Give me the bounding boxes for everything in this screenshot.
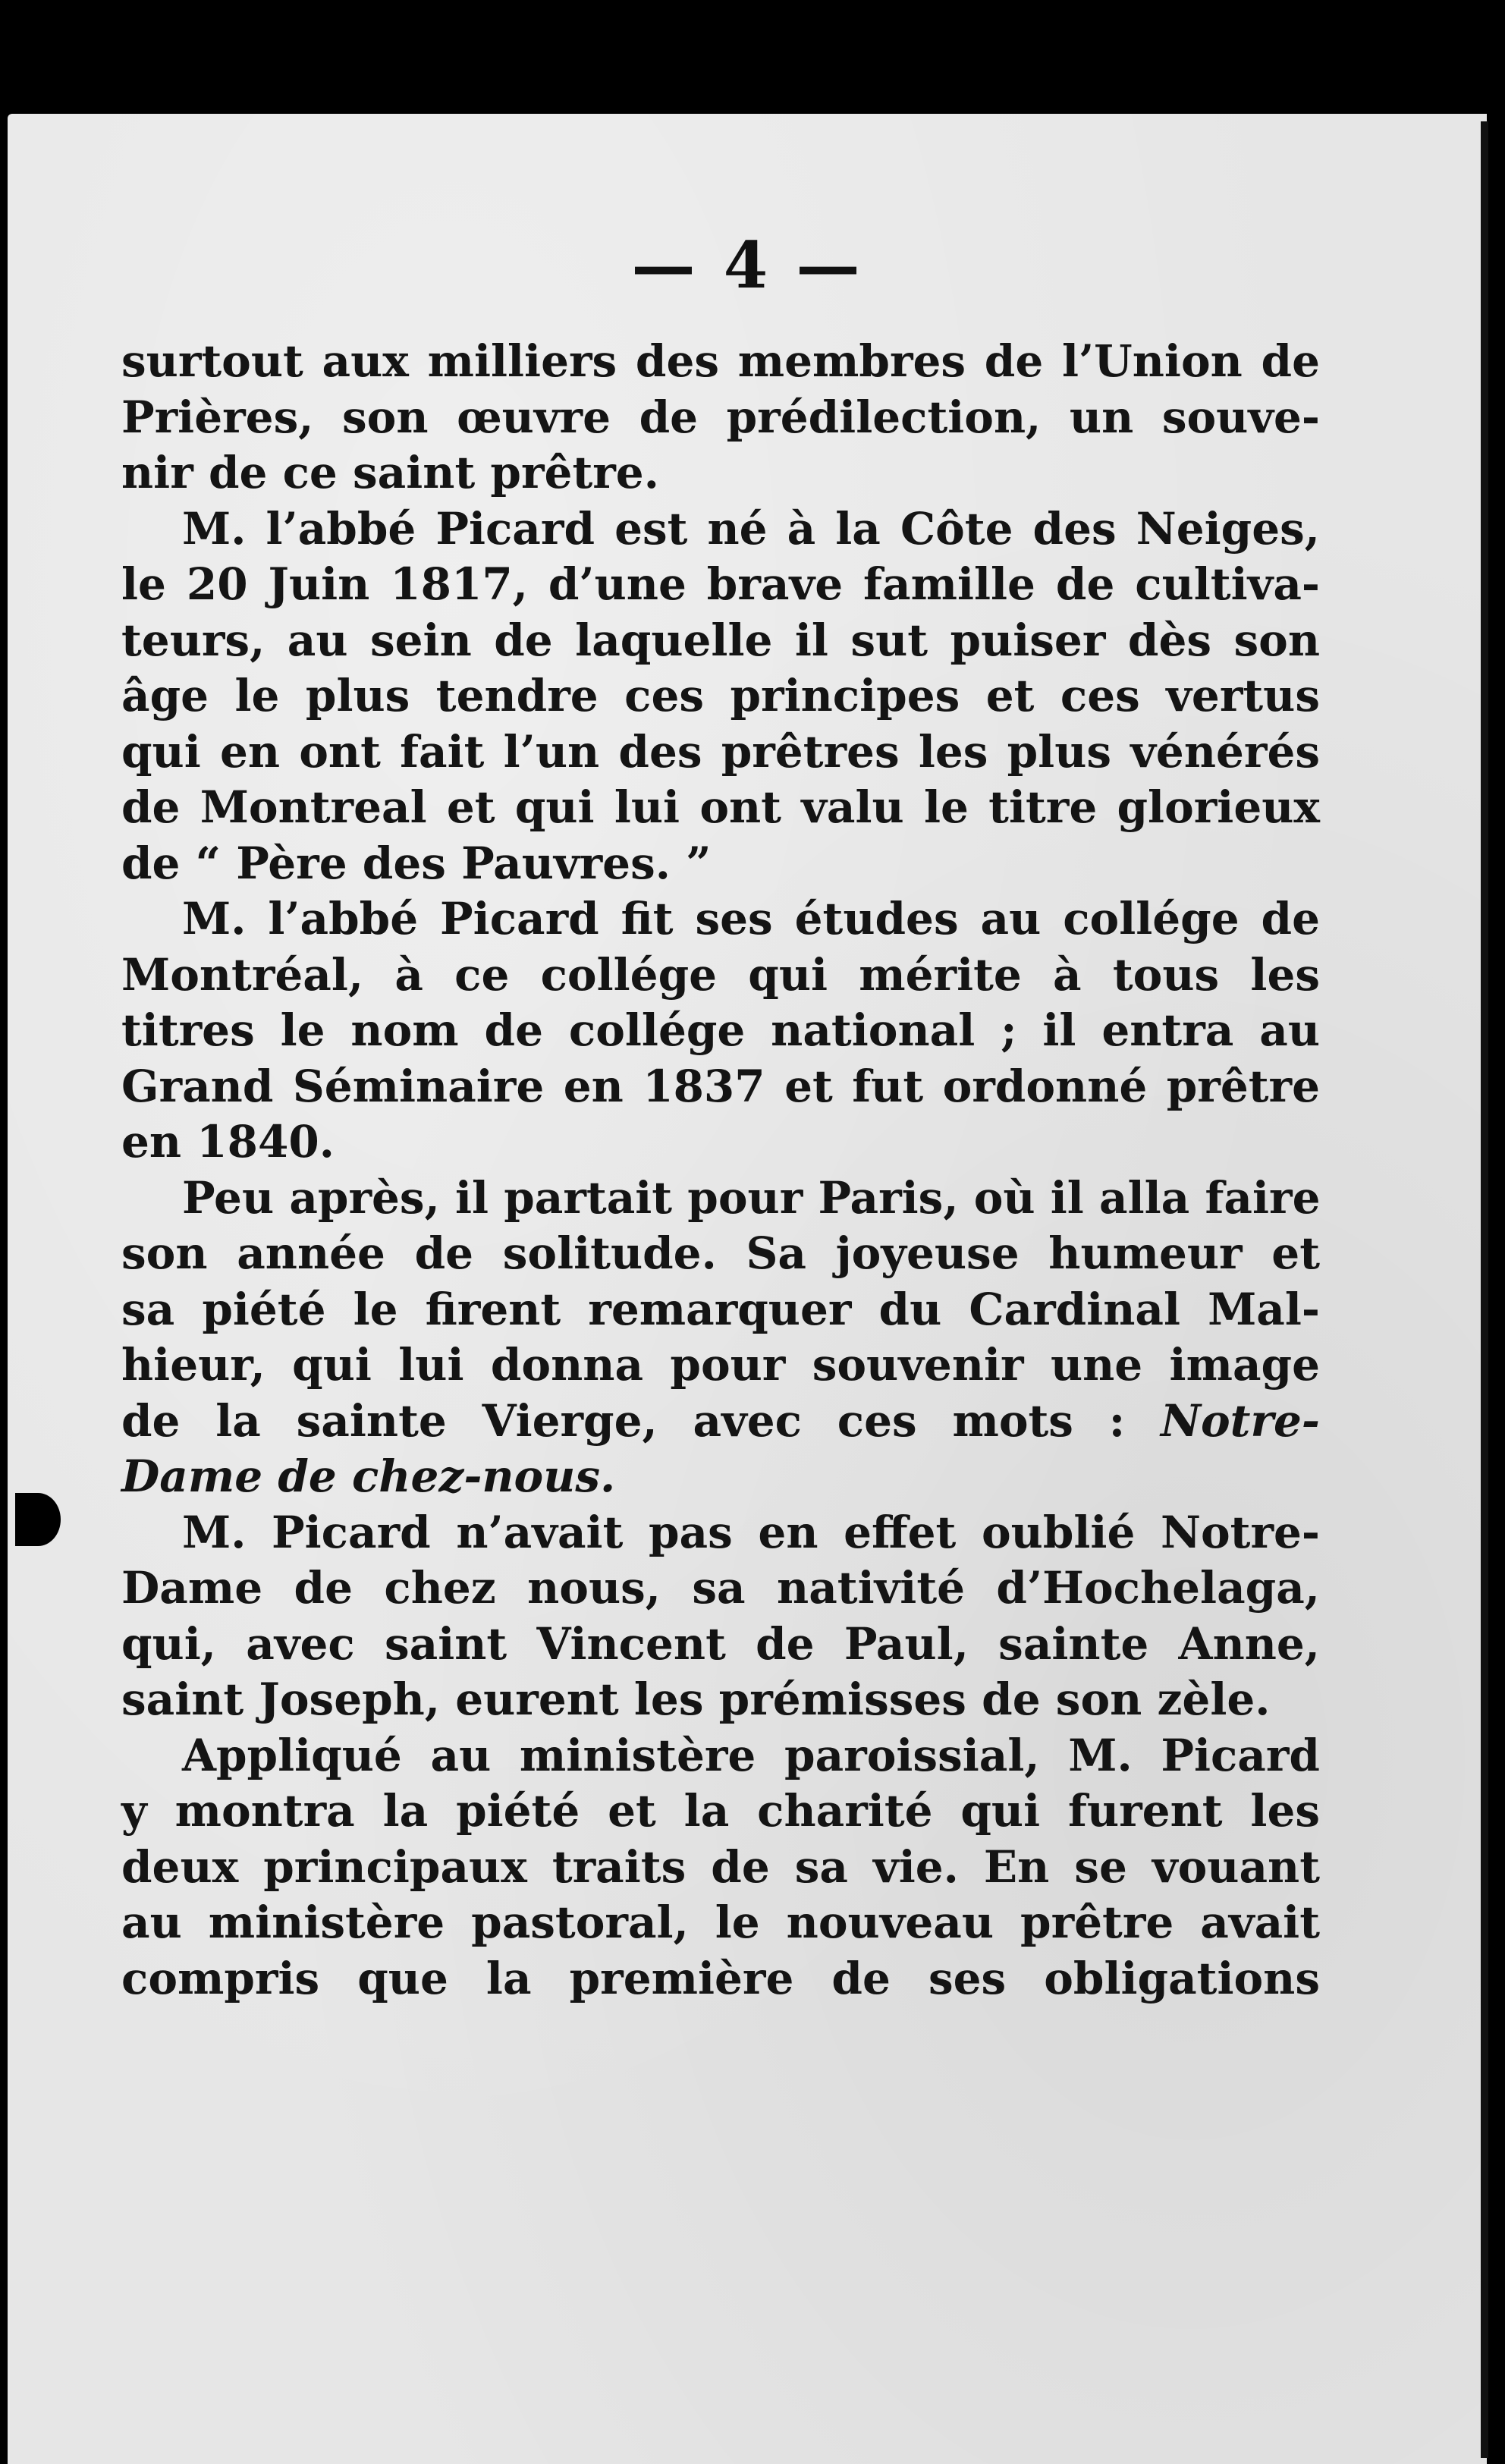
text-line: titres le nom de collége national ; il entra au: [121, 1004, 1320, 1056]
paragraph-4: [121, 1171, 1320, 1505]
text-line: sa piété le firent remarquer du Cardinal Mal-: [121, 1283, 1320, 1335]
text-line: deux principaux traits de sa vie. En se vouant: [121, 1840, 1320, 1893]
text-line: Appliqué au ministère paroissial, M. Picard: [182, 1729, 1320, 1781]
text-line: M. l’abbé Picard est né à la Côte des Neiges,: [182, 502, 1320, 555]
paragraph-6: [121, 1728, 1320, 2007]
paragraph-5: [121, 1505, 1320, 1728]
text-line: teurs, au sein de laquelle il sut puiser dès son: [121, 614, 1320, 666]
text-line: [121, 1449, 1320, 1505]
italic-text: Dame de chez-nous.: [121, 1450, 616, 1502]
paragraph-2: [121, 501, 1320, 892]
text-line: de “ Père des Pauvres. ”: [121, 837, 712, 889]
text-line: au ministère pastoral, le nouveau prêtre avait: [121, 1897, 1320, 1948]
text-line: y montra la piété et la charité qui furent les: [121, 1785, 1320, 1837]
text-line: hieur, qui lui donna pour souvenir une image: [121, 1339, 1320, 1391]
body-text: [121, 334, 1320, 2007]
italic-text: Notre-: [1160, 1394, 1320, 1447]
text-line: Peu après, il partait pour Paris, où il alla faire: [182, 1171, 1321, 1224]
text-line: Prières, son œuvre de prédilection, un souve-: [121, 391, 1320, 443]
text-segment: de la sainte Vierge, avec ces mots :: [121, 1394, 1126, 1447]
text-line: Grand Séminaire en 1837 et fut ordonné prêtre: [121, 1060, 1320, 1112]
text-line: son année de solitude. Sa joyeuse humeur et: [121, 1227, 1320, 1279]
text-line: surtout aux milliers des membres de l’Union de: [121, 335, 1320, 387]
text-line: âge le plus tendre ces principes et ces vertus: [121, 670, 1320, 721]
text-line: M. Picard n’avait pas en effet oublié Notre-: [182, 1506, 1320, 1558]
paragraph-1: [121, 334, 1320, 501]
paragraph-3: [121, 891, 1320, 1171]
text-line: [121, 1394, 1320, 1450]
text-line: saint Joseph, eurent les prémisses de son zèle.: [121, 1674, 1271, 1725]
text-line: qui, avec saint Vincent de Paul, sainte Anne,: [121, 1617, 1320, 1670]
text-line: en 1840.: [121, 1116, 335, 1168]
text-line: compris que la première de ses obligations: [121, 1952, 1320, 2004]
text-line: Montréal, à ce collége qui mérite à tous les: [121, 948, 1320, 1001]
text-line: le 20 Juin 1817, d’une brave famille de cultiva-: [121, 558, 1320, 610]
text-line: qui en ont fait l’un des prêtres les plus vénérés: [121, 725, 1320, 778]
text-line: nir de ce saint prêtre.: [121, 447, 659, 498]
page-edge-shadow: [1481, 121, 1488, 2458]
ink-blot-mark: [15, 1493, 61, 1546]
text-line: M. l’abbé Picard fit ses études au collége de: [182, 893, 1320, 944]
text-line: de Montreal et qui lui ont valu le titre glorieux: [121, 781, 1320, 833]
text-line: Dame de chez nous, sa nativité d’Hochelaga,: [121, 1562, 1320, 1614]
book-page: [8, 114, 1487, 2464]
page-number: — 4 —: [631, 228, 863, 303]
